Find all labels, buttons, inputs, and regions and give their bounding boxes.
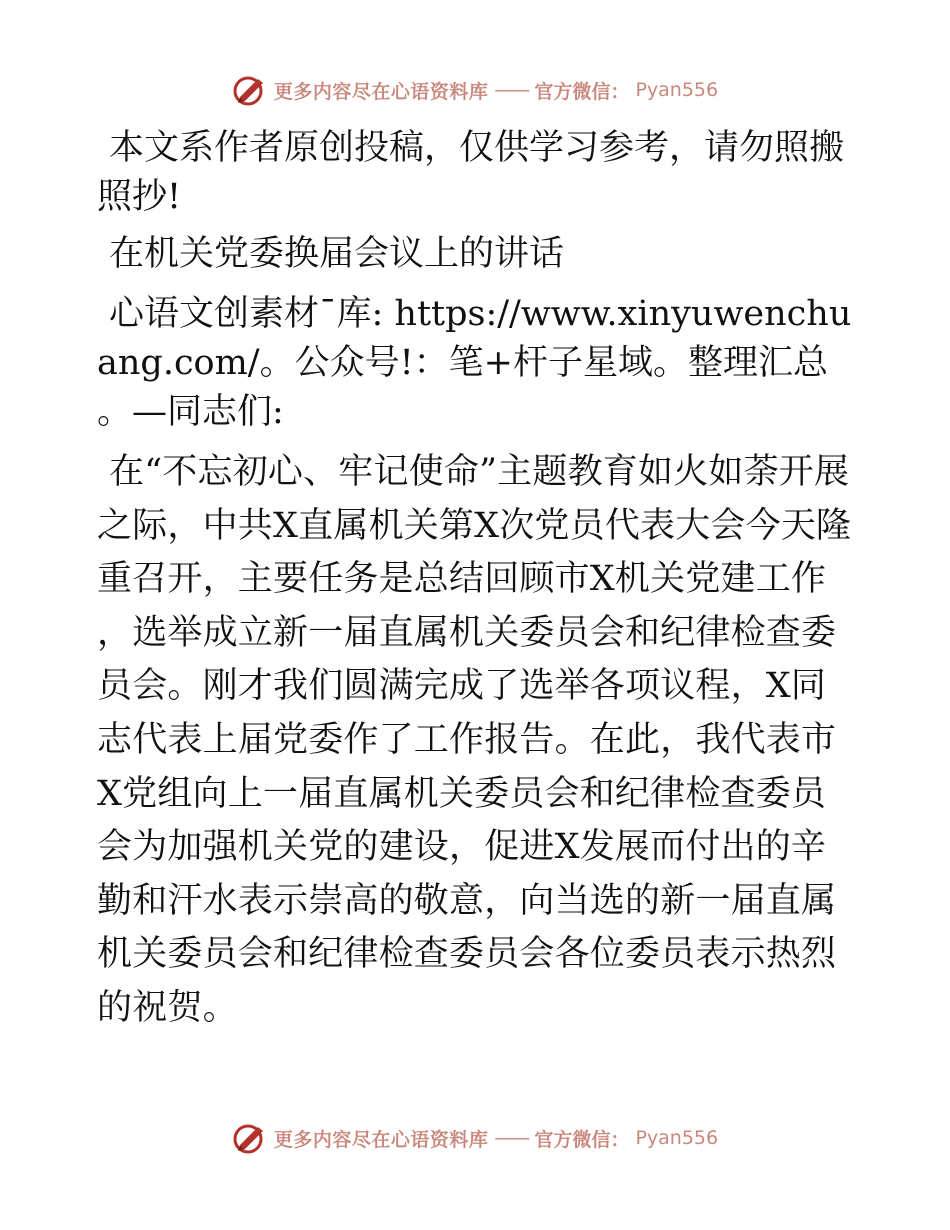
banner-account-id: Pyan556 [635,1127,719,1149]
banner-brand-text: 更多内容尽在心语资料库 [273,1128,489,1151]
source-line: 心语文创素材¯库: https://www.xinyuwenchuang.com/。公众号!：笔+杆子星域。整理汇总。—同志们: [97,294,852,432]
copyright-notice: 本文系作者原创投稿，仅供学习参考，请勿照搬照抄! [97,128,845,217]
banner-account-id: Pyan556 [635,79,719,101]
header-watermark-banner [0,70,950,110]
banner-wechat-label: 官方微信： [534,80,630,103]
footer-watermark-banner [0,1118,950,1158]
banner-brand-text: 更多内容尽在心语资料库 [273,80,489,103]
banner-wechat-label: 官方微信： [534,1128,630,1151]
document-body [97,124,857,1036]
body-paragraph: 在“不忘初心、牢记使命”主题教育如火如荼开展之际，中共X直属机关第X次党员代表大会今天隆重召开，主要任务是总结回顾市X机关党建工作，选举成立新一届直属机关委员会和纪律检查委员会。刚才我们圆满完成了选举各项议程，X同志代表上届党委作了工作报告。在此，我代表市X党组向上一届直属机关委员会和纪律检查委员会为加强机关党的建设，促进X发展而付出的辛勤和汗水表示崇高的敬意，向当选的新一届直属机关委员会和纪律检查委员会各位委员表示热烈的祝贺。 [97,452,852,1028]
banner-separator: —— [494,79,529,101]
document-title: 在机关党委换届会议上的讲话 [109,234,565,274]
pen-circle-logo-icon [232,1121,268,1155]
pen-circle-logo-icon [232,73,268,107]
banner-separator: —— [494,1127,529,1149]
